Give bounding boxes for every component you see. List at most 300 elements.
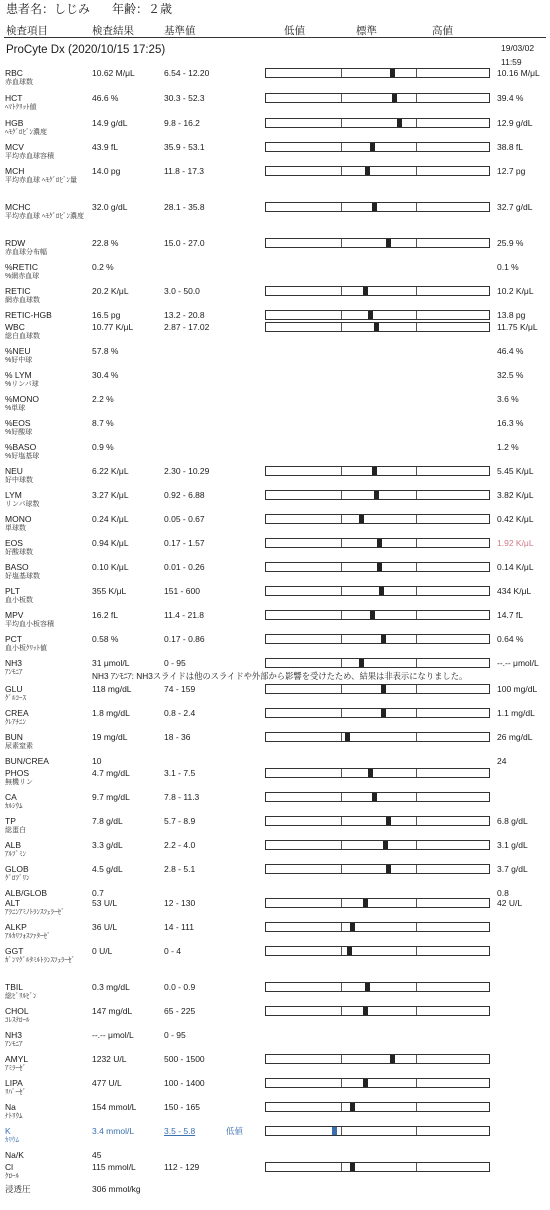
result-value: 477 U/L (92, 1078, 122, 1088)
item-jp-name: ｱﾝﾓﾆｱ (5, 669, 23, 676)
range-marker (350, 1103, 355, 1111)
previous-time: 11:59 (501, 57, 522, 67)
reference-range: 30.3 - 52.3 (164, 93, 205, 103)
range-marker (368, 769, 373, 777)
item-name: RBC (5, 68, 23, 78)
item-name: %RETIC (5, 262, 39, 272)
range-marker (350, 923, 355, 931)
range-marker (363, 287, 368, 295)
result-value: 14.0 pg (92, 166, 121, 176)
item-jp-name: ｺﾚｽﾃﾛｰﾙ (5, 1017, 30, 1024)
result-row (0, 610, 550, 636)
previous-result: 3.1 g/dL (497, 840, 528, 850)
result-value: 2.2 % (92, 394, 114, 404)
item-name: ALB/GLOB (5, 888, 48, 898)
item-name: MCH (5, 166, 25, 176)
result-value: 1232 U/L (92, 1054, 127, 1064)
result-value: 0.94 K/μL (92, 538, 129, 548)
result-value: 4.7 mg/dL (92, 768, 130, 778)
range-marker (372, 203, 377, 211)
result-value: 16.2 fL (92, 610, 118, 620)
range-bar (265, 1126, 490, 1136)
range-marker (359, 515, 364, 523)
reference-range: 0.01 - 0.26 (164, 562, 205, 572)
item-jp-name: ｱﾙｶﾘﾌｫｽﾌｧﾀｰｾﾞ (5, 933, 51, 940)
item-name: %BASO (5, 442, 37, 452)
result-row (0, 982, 550, 1008)
item-jp-name: 平均赤血球容積 (5, 153, 54, 160)
range-bar (265, 490, 490, 500)
previous-result: 11.75 K/μL (497, 322, 538, 332)
nh3-note: NH3 ｱﾝﾓﾆｱ: NH3スライドは他のスライドや外部から影響を受けたため、結果は非表示になりました。 (92, 671, 468, 681)
item-jp-name: ｸﾚｱﾁﾆﾝ (5, 719, 26, 726)
item-name: Na/K (5, 1150, 24, 1160)
item-name: CA (5, 792, 17, 802)
result-row (0, 514, 550, 540)
result-row (0, 586, 550, 612)
item-name: RDW (5, 238, 26, 248)
range-marker (363, 1079, 368, 1087)
range-bar (265, 610, 490, 620)
item-name: NH3 (5, 1030, 23, 1040)
item-name: EOS (5, 538, 23, 548)
range-bar (265, 768, 490, 778)
item-name: 浸透圧 (5, 1184, 31, 1194)
item-jp-name: ｱﾐﾗｰｾﾞ (5, 1065, 26, 1072)
reference-range: 0.05 - 0.67 (164, 514, 205, 524)
result-value: 7.8 g/dL (92, 816, 123, 826)
previous-result: 100 mg/dL (497, 684, 538, 694)
result-row (0, 68, 550, 94)
reference-range: 74 - 159 (164, 684, 196, 694)
item-name: MONO (5, 514, 32, 524)
range-marker (372, 467, 377, 475)
item-jp-name: ｱﾗﾆﾝｱﾐﾉﾄﾗﾝｽﾌｪﾗｰｾﾞ (5, 909, 65, 916)
result-row (0, 262, 550, 288)
range-marker (363, 899, 368, 907)
result-value: 30.4 % (92, 370, 119, 380)
result-value: 4.5 g/dL (92, 864, 123, 874)
reference-range: 11.8 - 17.3 (164, 166, 205, 176)
reference-range: 6.54 - 12.20 (164, 68, 210, 78)
range-bar (265, 562, 490, 572)
item-name: BUN (5, 732, 23, 742)
reference-range: 0.92 - 6.88 (164, 490, 205, 500)
result-value: 0.2 % (92, 262, 114, 272)
range-bar (265, 93, 490, 103)
previous-result: 32.7 g/dL (497, 202, 533, 212)
range-bar (265, 166, 490, 176)
reference-range: 2.87 - 17.02 (164, 322, 210, 332)
result-row (0, 238, 550, 264)
result-value: 9.7 mg/dL (92, 792, 130, 802)
item-jp-name: 総蛋白 (5, 827, 26, 834)
item-jp-name: %好酸球 (5, 429, 33, 436)
item-jp-name: 総白血球数 (5, 333, 40, 340)
result-value: 0 U/L (92, 946, 113, 956)
item-jp-name: 平均血小板容積 (5, 621, 54, 628)
result-row (0, 898, 550, 924)
reference-range: 13.2 - 20.8 (164, 310, 205, 320)
reference-range: 0 - 4 (164, 946, 182, 956)
range-bar (265, 68, 490, 78)
previous-result: 38.8 fL (497, 142, 523, 152)
result-row (0, 946, 550, 972)
result-row (0, 708, 550, 734)
result-value: 3.27 K/μL (92, 490, 129, 500)
result-row (0, 732, 550, 758)
result-value: 10.62 M/μL (92, 68, 135, 78)
item-jp-name: 好塩基球数 (5, 573, 40, 580)
previous-result: 24 (497, 756, 507, 766)
item-name: ALT (5, 898, 20, 908)
range-bar (265, 946, 490, 956)
range-bar (265, 1078, 490, 1088)
range-bar (265, 1006, 490, 1016)
result-value: 22.8 % (92, 238, 119, 248)
item-jp-name: ﾘﾊﾟｰｾﾞ (5, 1089, 26, 1096)
range-bar (265, 658, 490, 668)
range-bar (265, 322, 490, 332)
previous-result: 0.42 K/μL (497, 514, 534, 524)
result-value: 147 mg/dL (92, 1006, 133, 1016)
range-bar (265, 708, 490, 718)
range-bar (265, 684, 490, 694)
result-row (0, 1102, 550, 1128)
range-marker (372, 793, 377, 801)
reference-range: 18 - 36 (164, 732, 191, 742)
result-value: 8.7 % (92, 418, 114, 428)
reference-range: 0 - 95 (164, 658, 186, 668)
reference-range: 9.8 - 16.2 (164, 118, 200, 128)
reference-range: 0.17 - 1.57 (164, 538, 205, 548)
result-row (0, 792, 550, 818)
result-value: 32.0 g/dL (92, 202, 128, 212)
range-marker (383, 841, 388, 849)
result-row (0, 202, 550, 228)
range-bar (265, 202, 490, 212)
item-name: K (5, 1126, 11, 1136)
result-row (0, 93, 550, 119)
range-marker (368, 311, 373, 319)
result-row (0, 490, 550, 516)
instrument-label: ProCyte Dx (2020/10/15 17:25) (6, 44, 166, 56)
col-header-high: 高値 (432, 25, 453, 37)
reference-range: 0.8 - 2.4 (164, 708, 196, 718)
result-value: 0.3 mg/dL (92, 982, 130, 992)
range-marker (359, 659, 364, 667)
result-row (0, 684, 550, 710)
previous-result: 39.4 % (497, 93, 524, 103)
item-name: NH3 (5, 658, 23, 668)
item-name: GLOB (5, 864, 29, 874)
result-row (0, 1030, 550, 1056)
previous-result: 3.6 % (497, 394, 519, 404)
result-value: 46.6 % (92, 93, 119, 103)
item-jp-name: ﾅﾄﾘｳﾑ (5, 1113, 23, 1120)
item-name: ALKP (5, 922, 27, 932)
result-row (0, 1184, 550, 1210)
range-marker (365, 167, 370, 175)
item-name: PCT (5, 634, 22, 644)
range-bar (265, 286, 490, 296)
result-value: 10.77 K/μL (92, 322, 134, 332)
item-name: MCHC (5, 202, 31, 212)
previous-result: 14.7 fL (497, 610, 523, 620)
item-name: NEU (5, 466, 23, 476)
patient-age: 年齢：２歳 (112, 2, 173, 16)
range-bar (265, 538, 490, 548)
previous-result: 0.14 K/μL (497, 562, 534, 572)
flag-label: 低値 (226, 1126, 244, 1136)
item-jp-name: %好塩基球 (5, 453, 40, 460)
reference-range: 7.8 - 11.3 (164, 792, 200, 802)
result-row (0, 562, 550, 588)
result-value: 45 (92, 1150, 102, 1160)
range-marker (381, 709, 386, 717)
reference-range: 3.0 - 50.0 (164, 286, 200, 296)
item-jp-name: 血小板数 (5, 597, 33, 604)
range-marker (370, 143, 375, 151)
item-jp-name: リンパ球数 (5, 501, 40, 508)
result-row (0, 538, 550, 564)
result-row (0, 442, 550, 468)
previous-result: 0.1 % (497, 262, 519, 272)
reference-range: 65 - 225 (164, 1006, 196, 1016)
result-value: 154 mmol/L (92, 1102, 137, 1112)
previous-result: 3.82 K/μL (497, 490, 534, 500)
result-row (0, 816, 550, 842)
item-jp-name: ﾍﾏﾄｸﾘｯﾄ値 (5, 104, 37, 111)
item-jp-name: 平均赤血球 ﾍﾓｸﾞﾛﾋﾞﾝ濃度 (5, 213, 84, 220)
item-name: BASO (5, 562, 29, 572)
item-jp-name: 好酸球数 (5, 549, 33, 556)
result-row (0, 142, 550, 168)
previous-result: 0.8 (497, 888, 509, 898)
previous-result: --.-- μmol/L (497, 658, 539, 668)
range-bar (265, 514, 490, 524)
col-header-item: 検査項目 (6, 25, 48, 37)
col-header-ref: 基準値 (164, 25, 196, 37)
item-name: LIPA (5, 1078, 23, 1088)
result-value: 19 mg/dL (92, 732, 128, 742)
patient-name: 患者名：しじみ (6, 2, 91, 16)
result-value: 43.9 fL (92, 142, 118, 152)
item-jp-name: %単球 (5, 405, 26, 412)
item-jp-name: 好中球数 (5, 477, 33, 484)
item-jp-name: 無機リン (5, 779, 33, 786)
item-jp-name: ｱﾙﾌﾞﾐﾝ (5, 851, 26, 858)
previous-result: 3.7 g/dL (497, 864, 528, 874)
result-value: 0.7 (92, 888, 104, 898)
range-marker (377, 539, 382, 547)
item-name: CREA (5, 708, 29, 718)
result-value: 6.22 K/μL (92, 466, 129, 476)
range-marker (379, 587, 384, 595)
item-jp-name: ｸﾛｰﾙ (5, 1173, 19, 1180)
reference-range: 151 - 600 (164, 586, 200, 596)
range-bar (265, 732, 490, 742)
range-bar (265, 634, 490, 644)
previous-result: 1.2 % (497, 442, 519, 452)
reference-range: 150 - 165 (164, 1102, 200, 1112)
range-bar (265, 586, 490, 596)
item-name: MCV (5, 142, 24, 152)
result-row (0, 322, 550, 348)
previous-result: 1.1 mg/dL (497, 708, 535, 718)
previous-result: 5.45 K/μL (497, 466, 534, 476)
range-bar (265, 1054, 490, 1064)
range-marker (397, 119, 402, 127)
range-marker (386, 239, 391, 247)
reference-range: 12 - 130 (164, 898, 196, 908)
item-jp-name: 総ﾋﾞﾘﾙﾋﾞﾝ (5, 993, 37, 1000)
reference-range: 35.9 - 53.1 (164, 142, 205, 152)
range-marker (390, 69, 395, 77)
range-marker (390, 1055, 395, 1063)
range-marker (392, 94, 397, 102)
result-row (0, 166, 550, 192)
previous-result: 32.5 % (497, 370, 524, 380)
result-value: 16.5 pg (92, 310, 121, 320)
previous-result: 1.92 K/μL (497, 538, 534, 548)
reference-range: 2.8 - 5.1 (164, 864, 196, 874)
result-row (0, 768, 550, 794)
result-row (0, 864, 550, 890)
range-marker (347, 947, 352, 955)
reference-range: 14 - 111 (164, 922, 194, 932)
previous-result: 10.16 M/μL (497, 68, 540, 78)
item-name: LYM (5, 490, 22, 500)
result-value: 118 mg/dL (92, 684, 132, 694)
result-row (0, 286, 550, 312)
item-name: RETIC (5, 286, 31, 296)
result-value: 36 U/L (92, 922, 118, 932)
item-jp-name: %好中球 (5, 357, 33, 364)
result-row (0, 346, 550, 372)
result-row (0, 922, 550, 948)
reference-range: 0.0 - 0.9 (164, 982, 196, 992)
reference-range: 100 - 1400 (164, 1078, 205, 1088)
item-name: %EOS (5, 418, 31, 428)
reference-range: 0 - 95 (164, 1030, 186, 1040)
result-value: 0.58 % (92, 634, 119, 644)
range-bar (265, 238, 490, 248)
item-jp-name: ｸﾞﾛﾌﾞﾘﾝ (5, 875, 30, 882)
result-value: 3.3 g/dL (92, 840, 123, 850)
reference-range: 3.1 - 7.5 (164, 768, 196, 778)
item-name: % LYM (5, 370, 32, 380)
previous-result: 12.9 g/dL (497, 118, 533, 128)
reference-range: 500 - 1500 (164, 1054, 205, 1064)
reference-range: 112 - 129 (164, 1162, 200, 1172)
range-bar (265, 1102, 490, 1112)
item-jp-name: 赤血球数 (5, 79, 33, 86)
previous-result: 42 U/L (497, 898, 523, 908)
result-value: 20.2 K/μL (92, 286, 129, 296)
item-name: GGT (5, 946, 24, 956)
result-value: 115 mmol/L (92, 1162, 136, 1172)
reference-range: 3.5 - 5.8 (164, 1126, 196, 1136)
result-row (0, 1054, 550, 1080)
item-name: HCT (5, 93, 23, 103)
item-name: RETIC-HGB (5, 310, 52, 320)
result-row (0, 1126, 550, 1152)
result-value: 53 U/L (92, 898, 118, 908)
item-name: TP (5, 816, 16, 826)
item-name: PHOS (5, 768, 30, 778)
range-marker (365, 983, 370, 991)
range-bar (265, 466, 490, 476)
item-jp-name: %網赤血球 (5, 273, 40, 280)
item-jp-name: 網赤血球数 (5, 297, 40, 304)
range-marker (363, 1007, 368, 1015)
range-bar (265, 982, 490, 992)
item-name: PLT (5, 586, 20, 596)
range-marker (332, 1127, 337, 1135)
previous-date: 19/03/02 (501, 43, 535, 53)
previous-result: 10.2 K/μL (497, 286, 534, 296)
range-marker (381, 635, 386, 643)
previous-result: 16.3 % (497, 418, 524, 428)
result-row (0, 1078, 550, 1104)
item-name: TBIL (5, 982, 23, 992)
item-name: Cl (5, 1162, 14, 1172)
col-header-std: 標準 (356, 25, 377, 37)
item-jp-name: %リンパ球 (5, 381, 39, 388)
reference-range: 0.17 - 0.86 (164, 634, 205, 644)
result-value: 1.8 mg/dL (92, 708, 130, 718)
previous-result: 0.64 % (497, 634, 524, 644)
item-jp-name: 血小板ｸﾘｯﾄ値 (5, 645, 47, 652)
item-jp-name: ｸﾞﾙｺｰｽ (5, 695, 26, 702)
result-value: 14.9 g/dL (92, 118, 128, 128)
result-row (0, 840, 550, 866)
previous-result: 6.8 g/dL (497, 816, 528, 826)
previous-result: 12.7 pg (497, 166, 526, 176)
result-row (0, 418, 550, 444)
item-jp-name: ｶﾘｳﾑ (5, 1137, 19, 1144)
range-bar (265, 310, 490, 320)
header-rule (4, 37, 546, 38)
reference-range: 15.0 - 27.0 (164, 238, 205, 248)
result-value: 31 μmol/L (92, 658, 130, 668)
item-name: AMYL (5, 1054, 29, 1064)
item-name: ALB (5, 840, 22, 850)
item-jp-name: 単球数 (5, 525, 26, 532)
range-marker (345, 733, 350, 741)
item-name: %MONO (5, 394, 39, 404)
reference-range: 2.30 - 10.29 (164, 466, 210, 476)
result-row (0, 1006, 550, 1032)
range-marker (370, 611, 375, 619)
item-jp-name: 赤血球分布幅 (5, 249, 47, 256)
result-row (0, 394, 550, 420)
result-value: 0.9 % (92, 442, 114, 452)
result-row (0, 466, 550, 492)
item-name: WBC (5, 322, 25, 332)
reference-range: 28.1 - 35.8 (164, 202, 205, 212)
col-header-low: 低値 (284, 25, 305, 37)
item-jp-name: 平均赤血球 ﾍﾓｸﾞﾛﾋﾞﾝ量 (5, 177, 77, 184)
range-marker (377, 563, 382, 571)
previous-result: 434 K/μL (497, 586, 532, 596)
result-value: 3.4 mmol/L (92, 1126, 135, 1136)
item-jp-name: ｶﾞﾝﾏｸﾞﾙﾀﾐﾙﾄﾗﾝｽﾌｪﾗｰｾﾞ (5, 957, 75, 964)
item-jp-name: ｱﾝﾓﾆｱ (5, 1041, 23, 1048)
result-value: 306 mmol/kg (92, 1184, 141, 1194)
previous-result: 13.8 pg (497, 310, 526, 320)
